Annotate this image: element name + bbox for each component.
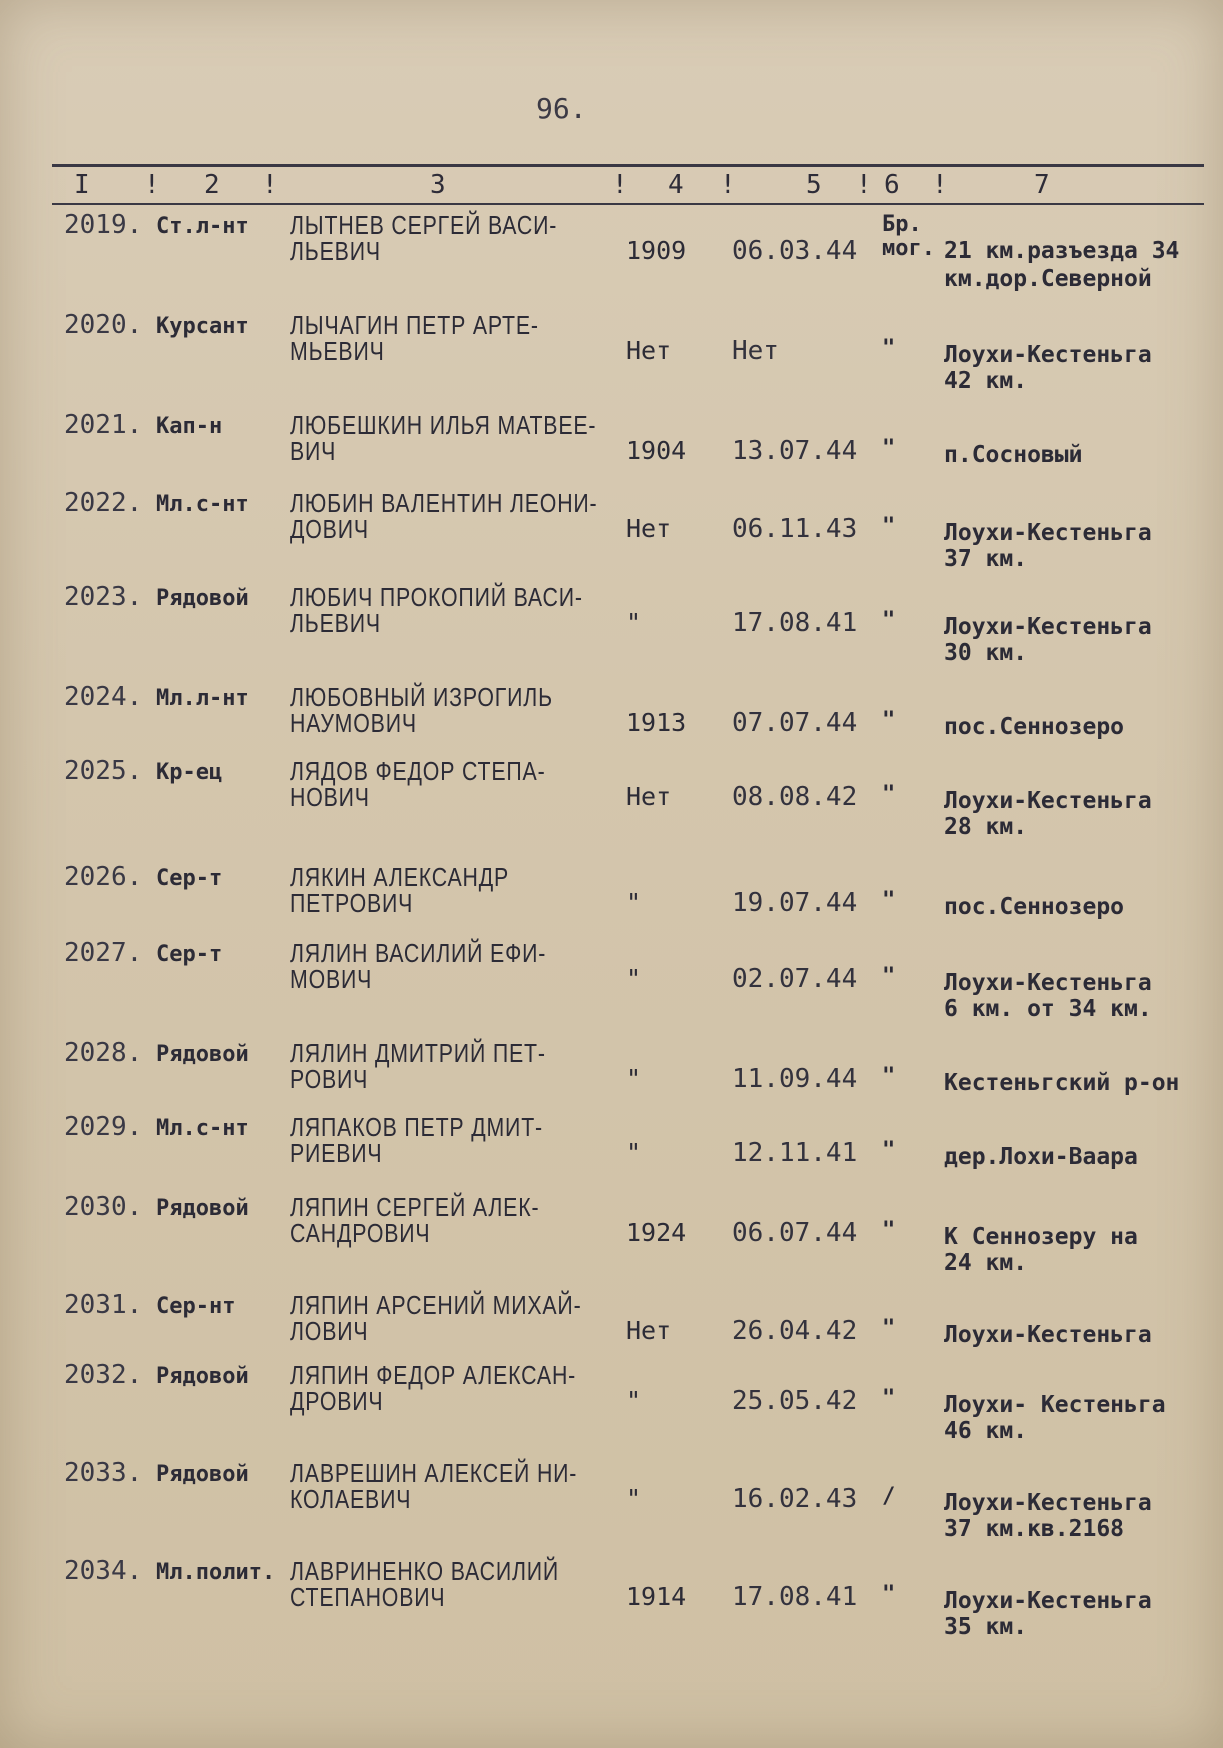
entry-num: 2031. <box>64 1290 143 1320</box>
entry-date: 08.08.42 <box>732 782 858 812</box>
entry-place1: Лоухи-Кестеньга <box>944 342 1152 368</box>
entry-name2: ДОВИЧ <box>290 514 369 544</box>
column-header-5: 5 <box>806 170 822 200</box>
entry-place1: Лоухи-Кестеньга <box>944 1588 1152 1614</box>
entry-name2: НОВИЧ <box>290 782 370 812</box>
entry-year: Нет <box>626 782 672 811</box>
entry-name1: ЛЯПИН АРСЕНИЙ МИХАЙ- <box>290 1290 582 1320</box>
entry-mark: " <box>882 964 896 989</box>
entry-name1: ЛЫТНЕВ СЕРГЕЙ ВАСИ- <box>290 210 558 240</box>
column-separator: ! <box>932 170 948 200</box>
entry-date: 25.05.42 <box>732 1386 858 1416</box>
entry-date: 06.07.44 <box>732 1218 858 1248</box>
entry-name1: ЛЯПИН ФЕДОР АЛЕКСАН- <box>290 1360 577 1390</box>
entry-year: " <box>626 1484 642 1513</box>
table-row <box>0 584 1223 674</box>
table-row <box>0 212 1223 302</box>
entry-mark: " <box>882 1138 896 1163</box>
entry-mark: " <box>882 708 896 733</box>
entry-rank: Сер-нт <box>156 1294 236 1319</box>
entry-name2: РИЕВИЧ <box>290 1138 383 1168</box>
column-separator: ! <box>612 170 628 200</box>
entry-place1: Лоухи-Кестеньга <box>944 970 1152 996</box>
entry-place2: 37 км.кв.2168 <box>944 1516 1125 1542</box>
column-separator: ! <box>144 170 160 200</box>
entry-rank: Рядовой <box>156 1196 249 1221</box>
entry-year: " <box>626 964 642 993</box>
entry-name2: ЛЬЕВИЧ <box>290 236 381 266</box>
entry-num: 2030. <box>64 1192 143 1222</box>
entry-place1: п.Сосновый <box>944 442 1083 468</box>
entry-year: Нет <box>626 514 672 543</box>
entry-num: 2021. <box>64 410 143 440</box>
entry-mark: " <box>882 1386 896 1411</box>
entry-name2: МОВИЧ <box>290 964 373 994</box>
entry-name1: ЛАВРЕШИН АЛЕКСЕЙ НИ- <box>290 1458 578 1488</box>
entry-num: 2027. <box>64 938 143 968</box>
column-header-3: 3 <box>430 170 446 200</box>
entry-place2: 35 км. <box>944 1614 1028 1640</box>
entry-place1: Лоухи-Кестеньга <box>944 520 1152 546</box>
entry-name1: ЛЯЛИН ВАСИЛИЙ ЕФИ- <box>290 938 547 968</box>
entry-num: 2019. <box>64 210 143 240</box>
entry-rank: Рядовой <box>156 586 249 611</box>
entry-name1: ЛЯДОВ ФЕДОР СТЕПА- <box>290 756 546 786</box>
entry-name2: СТЕПАНОВИЧ <box>290 1582 446 1612</box>
entry-name2: МЬЕВИЧ <box>290 336 385 366</box>
entry-mark: " <box>882 1582 896 1607</box>
entry-name1: ЛЯКИН АЛЕКСАНДР <box>290 862 510 892</box>
entry-rank: Мл.с-нт <box>156 492 249 517</box>
entry-rank: Рядовой <box>156 1042 249 1067</box>
column-header-7: 7 <box>1034 170 1050 200</box>
entry-rank: Мл.с-нт <box>156 1116 249 1141</box>
entry-mark: " <box>882 1218 896 1243</box>
entry-mark: " <box>882 336 896 361</box>
column-header-6: 6 <box>884 170 900 200</box>
entry-place1: Лоухи-Кестеньга <box>944 788 1152 814</box>
header-top-rule <box>52 164 1204 167</box>
entry-place1: дер.Лохи-Ваара <box>944 1144 1138 1170</box>
entry-mark: " <box>882 608 896 633</box>
table-row <box>0 1114 1223 1204</box>
entry-place1: 21 км.разъезда 34 <box>944 238 1180 264</box>
column-header-2: 2 <box>204 170 220 200</box>
table-row <box>0 412 1223 502</box>
entry-name2: ПЕТРОВИЧ <box>290 888 414 918</box>
entry-date: 02.07.44 <box>732 964 858 994</box>
entry-num: 2033. <box>64 1458 143 1488</box>
column-header-4: 4 <box>668 170 684 200</box>
entry-num: 2020. <box>64 310 143 340</box>
entry-mark: мог. <box>882 236 935 261</box>
entry-place2: 46 км. <box>944 1418 1028 1444</box>
entry-year: " <box>626 1386 642 1415</box>
entry-date: 26.04.42 <box>732 1316 858 1346</box>
entry-year: " <box>626 888 642 917</box>
column-header-1: I <box>74 170 90 200</box>
entry-name1: ЛЯПАКОВ ПЕТР ДМИТ- <box>290 1112 543 1142</box>
entry-name2: ЛЬЕВИЧ <box>290 608 381 638</box>
entry-year: 1913 <box>626 708 687 737</box>
entry-year: 1914 <box>626 1582 687 1611</box>
entry-year: 1909 <box>626 236 687 265</box>
entry-place1: Лоухи-Кестеньга <box>944 1322 1152 1348</box>
entry-date: 11.09.44 <box>732 1064 858 1094</box>
entry-place1: пос.Сеннозеро <box>944 894 1125 920</box>
entry-name2: КОЛАЕВИЧ <box>290 1484 412 1514</box>
entry-rank: Ст.л-нт <box>156 214 249 239</box>
entry-name1: ЛЮБЕШКИН ИЛЬЯ МАТВЕЕ- <box>290 410 597 440</box>
entry-rank: Сер-т <box>156 866 223 891</box>
table-row <box>0 1362 1223 1452</box>
entry-num: 2022. <box>64 488 143 518</box>
entry-date: 19.07.44 <box>732 888 858 918</box>
column-separator: ! <box>262 170 278 200</box>
entry-name2: НАУМОВИЧ <box>290 708 417 738</box>
entry-mark: " <box>882 888 896 913</box>
entry-year: Нет <box>626 1316 672 1345</box>
entry-date: 06.03.44 <box>732 236 858 266</box>
entry-rank: Рядовой <box>156 1364 249 1389</box>
entry-date: Нет <box>732 336 779 366</box>
table-row <box>0 1460 1223 1550</box>
entry-name1: ЛЫЧАГИН ПЕТР АРТЕ- <box>290 310 539 340</box>
entry-name1: ЛЯПИН СЕРГЕЙ АЛЕК- <box>290 1192 540 1222</box>
entry-mark-top: Бр. <box>882 212 922 237</box>
entry-place1: К Сеннозеру на <box>944 1224 1138 1250</box>
entry-year: 1904 <box>626 436 687 465</box>
entry-num: 2025. <box>64 756 143 786</box>
entry-rank: Сер-т <box>156 942 223 967</box>
entry-name2: ДРОВИЧ <box>290 1386 384 1416</box>
page-number: 96. <box>536 92 587 125</box>
table-row <box>0 758 1223 848</box>
table-row <box>0 1194 1223 1284</box>
entry-num: 2029. <box>64 1112 143 1142</box>
entry-name2: САНДРОВИЧ <box>290 1218 431 1248</box>
header-bottom-rule <box>52 203 1204 205</box>
table-row <box>0 312 1223 402</box>
entry-rank: Мл.л-нт <box>156 686 249 711</box>
entry-place2: 30 км. <box>944 640 1028 666</box>
entry-mark: " <box>882 514 896 539</box>
entry-year: " <box>626 608 642 637</box>
entry-place1: Кестеньгский р-он <box>944 1070 1180 1096</box>
table-row <box>0 940 1223 1030</box>
entry-num: 2023. <box>64 582 143 612</box>
table-row <box>0 490 1223 580</box>
entry-place2: км.дор.Северной <box>944 266 1152 292</box>
entry-name1: ЛАВРИНЕНКО ВАСИЛИЙ <box>290 1556 560 1586</box>
entry-rank: Курсант <box>156 314 249 339</box>
entry-mark: " <box>882 1064 896 1089</box>
entry-date: 17.08.41 <box>732 608 858 638</box>
entry-place1: Лоухи-Кестеньга <box>944 1490 1152 1516</box>
entry-rank: Кап-н <box>156 414 223 439</box>
entry-place1: Лоухи-Кестеньга <box>944 614 1152 640</box>
entry-year: " <box>626 1138 642 1167</box>
entry-rank: Мл.полит. <box>156 1560 276 1585</box>
column-separator: ! <box>720 170 736 200</box>
entry-name1: ЛЯЛИН ДМИТРИЙ ПЕТ- <box>290 1038 546 1068</box>
entry-date: 17.08.41 <box>732 1582 858 1612</box>
entry-date: 13.07.44 <box>732 436 858 466</box>
entry-year: Нет <box>626 336 672 365</box>
entry-place2: 42 км. <box>944 368 1028 394</box>
entry-year: 1924 <box>626 1218 687 1247</box>
entry-place2: 6 км. от 34 км. <box>944 996 1152 1022</box>
entry-rank: Кр-ец <box>156 760 223 785</box>
entry-num: 2024. <box>64 682 143 712</box>
table-row <box>0 1558 1223 1648</box>
entry-num: 2026. <box>64 862 143 892</box>
entry-place2: 37 км. <box>944 546 1028 572</box>
entry-mark: " <box>882 1316 896 1341</box>
column-separator: ! <box>856 170 872 200</box>
entry-date: 06.11.43 <box>732 514 858 544</box>
entry-name1: ЛЮБОВНЫЙ ИЗРОГИЛЬ <box>290 682 553 712</box>
entry-place2: 24 км. <box>944 1250 1028 1276</box>
entry-place1: пос.Сеннозеро <box>944 714 1125 740</box>
entry-place2: 28 км. <box>944 814 1028 840</box>
entry-mark: " <box>882 436 896 461</box>
entry-num: 2034. <box>64 1556 143 1586</box>
entry-name2: ЛОВИЧ <box>290 1316 369 1346</box>
entry-name1: ЛЮБИН ВАЛЕНТИН ЛЕОНИ- <box>290 488 598 518</box>
entry-date: 16.02.43 <box>732 1484 858 1514</box>
entry-name2: РОВИЧ <box>290 1064 369 1094</box>
entry-place1: Лоухи- Кестеньга <box>944 1392 1166 1418</box>
entry-mark: " <box>882 782 896 807</box>
entry-name2: ВИЧ <box>290 436 337 466</box>
entry-mark: / <box>882 1484 896 1509</box>
entry-name1: ЛЮБИЧ ПРОКОПИЙ ВАСИ- <box>290 582 583 612</box>
entry-num: 2032. <box>64 1360 143 1390</box>
entry-rank: Рядовой <box>156 1462 249 1487</box>
entry-date: 12.11.41 <box>732 1138 858 1168</box>
entry-date: 07.07.44 <box>732 708 858 738</box>
entry-num: 2028. <box>64 1038 143 1068</box>
entry-year: " <box>626 1064 642 1093</box>
